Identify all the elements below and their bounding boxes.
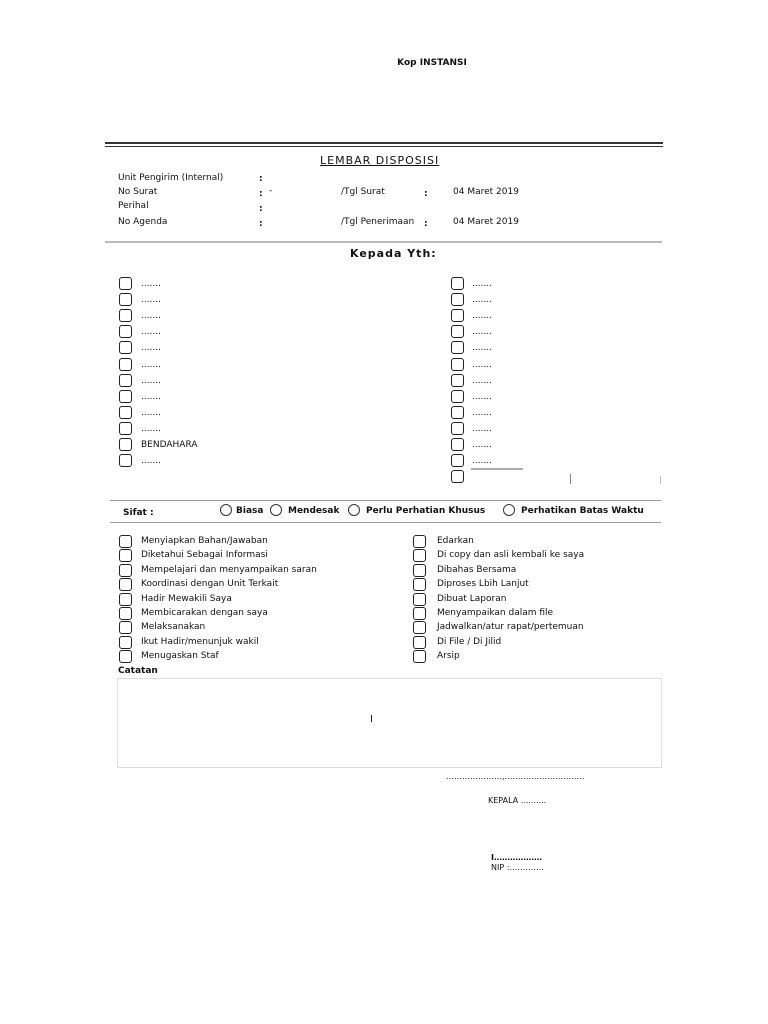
kepada-left-item-checkbox[interactable]: [119, 454, 132, 467]
instruksi-left-item-checkbox[interactable]: [119, 564, 132, 577]
kepada-left-item-label: .......: [141, 423, 162, 434]
instruksi-left-item-checkbox[interactable]: [119, 621, 132, 634]
kepada-right-item-checkbox[interactable]: [451, 277, 464, 290]
kepada-right-item-checkbox[interactable]: [451, 438, 464, 451]
instruksi-right-item-checkbox[interactable]: [413, 564, 426, 577]
kepada-left-item-checkbox[interactable]: [119, 358, 132, 371]
kepada-right-item-label: .......: [472, 359, 493, 370]
instruksi-right-item-checkbox[interactable]: [413, 549, 426, 562]
instruksi-left-item-label: Koordinasi dengan Unit Terkait: [141, 579, 279, 590]
instruksi-right-item-label: Diproses Lbih Lanjut: [437, 579, 529, 590]
instruksi-right-item-label: Edarkan: [437, 536, 474, 546]
kepada-right-item-label: .......: [472, 311, 493, 322]
instruksi-right-item-label: Di File / Di Jilid: [437, 636, 502, 647]
kepada-right-item-checkbox[interactable]: [451, 374, 464, 387]
kepada-left-item-checkbox[interactable]: [119, 325, 132, 338]
kepada-right-item-label: .......: [472, 375, 493, 386]
sifat-biasa-label: Biasa: [236, 506, 264, 516]
sifat-mendesak-label: Mendesak: [288, 506, 340, 516]
instruksi-right-item-label: Dibuat Laporan: [437, 593, 507, 604]
instruksi-right-item-checkbox[interactable]: [413, 650, 426, 663]
tgl-surat-label: /Tgl Surat: [341, 187, 385, 197]
kepada-right-item-label: .......: [472, 456, 493, 467]
instruksi-left-item-checkbox[interactable]: [119, 593, 132, 606]
sifat-rule-top: [110, 500, 661, 501]
kepada-left-item-checkbox[interactable]: [119, 309, 132, 322]
kepada-left-item-label: .......: [141, 295, 162, 306]
instruksi-right-item-label: Arsip: [437, 651, 460, 662]
instruksi-left-item-label: Hadir Mewakili Saya: [141, 593, 232, 604]
instruksi-right-item-label: Jadwalkan/atur rapat/pertemuan: [437, 622, 584, 633]
instruksi-left-item-label: Menyiapkan Bahan/Jawaban: [141, 536, 268, 546]
instruksi-left-item-label: Membicarakan dengan saya: [141, 608, 268, 618]
kepada-left-item-checkbox[interactable]: [119, 374, 132, 387]
instruksi-left-item-label: Menugaskan Staf: [141, 651, 219, 662]
sifat-batas-waktu-radio[interactable]: [503, 504, 515, 516]
kepada-left-item-label: .......: [141, 343, 162, 354]
signatory-name: I………………: [491, 853, 542, 862]
kepada-left-item-checkbox[interactable]: [119, 390, 132, 403]
instruksi-right-item-checkbox[interactable]: [413, 636, 426, 649]
instruksi-left-item-label: Diketahui Sebagai Informasi: [141, 550, 268, 561]
kepada-right-item-label: .......: [472, 327, 493, 338]
kepada-left-item-label: .......: [141, 311, 162, 322]
tgl-penerimaan-value: 04 Maret 2019: [453, 217, 519, 227]
kepada-right-item-label: .......: [472, 295, 493, 306]
perihal-label: Perihal: [118, 201, 149, 211]
sifat-biasa-radio[interactable]: [220, 504, 232, 516]
instruksi-right-item-checkbox[interactable]: [413, 607, 426, 620]
header-rule-thick: [105, 142, 663, 144]
sifat-mendesak-radio[interactable]: [270, 504, 282, 516]
document-title: LEMBAR DISPOSISI: [320, 154, 440, 167]
sifat-perlu-perhatian-radio[interactable]: [348, 504, 360, 516]
info-divider: [105, 241, 662, 243]
kepada-right-item-label: .......: [472, 279, 493, 289]
vertical-marker: [570, 474, 571, 484]
kepada-right-item-label: .......: [472, 391, 493, 402]
kop-instansi: Kop INSTANSI: [397, 58, 467, 68]
sifat-perlu-perhatian-label: Perlu Perhatian Khusus: [366, 506, 486, 516]
instruksi-right-item-checkbox[interactable]: [413, 621, 426, 634]
vertical-marker-right: [660, 476, 661, 484]
unit-pengirim-label: Unit Pengirim (Internal): [118, 173, 224, 183]
no-surat-label: No Surat: [118, 187, 158, 197]
kepada-right-item-checkbox[interactable]: [451, 406, 464, 419]
kepada-left-item-label: .......: [141, 375, 162, 386]
sifat-label: Sifat :: [123, 508, 154, 518]
instruksi-left-item-checkbox[interactable]: [119, 607, 132, 620]
kepada-right-item-label: .......: [472, 423, 493, 434]
kepada-right-item-label: .......: [472, 440, 493, 450]
header-rule-thin: [105, 146, 663, 147]
unit-pengirim-colon: :: [259, 174, 263, 184]
tgl-surat-colon: :: [424, 189, 428, 199]
text-cursor: [371, 715, 372, 722]
instruksi-left-item-checkbox[interactable]: [119, 535, 132, 548]
kepada-left-item-label: .......: [141, 407, 162, 418]
catatan-label: Catatan: [118, 666, 158, 676]
no-agenda-colon: :: [259, 219, 263, 229]
kepada-right-item-checkbox[interactable]: [451, 454, 464, 467]
kepada-right-item-label: .......: [472, 407, 493, 418]
kepada-underline: [471, 468, 523, 470]
instruksi-right-item-label: Dibahas Bersama: [437, 564, 517, 575]
instruksi-left-item-label: Melaksanakan: [141, 622, 206, 633]
tgl-penerimaan-colon: :: [424, 219, 428, 229]
signatory-nip: NIP :………….: [491, 863, 544, 872]
kepada-left-item-checkbox[interactable]: [119, 293, 132, 306]
kepada-left-item-label: .......: [141, 391, 162, 402]
sifat-rule-bottom: [110, 522, 661, 523]
instruksi-left-item-label: Ikut Hadir/menunjuk wakil: [141, 636, 259, 647]
place-date: …………………,…………………………: [446, 772, 585, 781]
kepada-left-item-label: BENDAHARA: [141, 440, 198, 450]
catatan-box[interactable]: [117, 678, 662, 768]
kepada-right-item-checkbox[interactable]: [451, 422, 464, 435]
no-agenda-label: No Agenda: [118, 217, 168, 227]
kepada-left-item-label: .......: [141, 456, 162, 467]
instruksi-left-item-checkbox[interactable]: [119, 636, 132, 649]
kepada-right-item-checkbox[interactable]: [451, 390, 464, 403]
kepala-label: KEPALA ..........: [488, 796, 547, 805]
kepada-left-item-checkbox[interactable]: [119, 438, 132, 451]
instruksi-left-item-checkbox[interactable]: [119, 650, 132, 663]
instruksi-right-item-checkbox[interactable]: [413, 535, 426, 548]
kepada-left-item-checkbox[interactable]: [119, 341, 132, 354]
kepada-right-item-label: .......: [472, 343, 493, 354]
kepada-left-item-label: .......: [141, 279, 162, 289]
kepada-right-item-checkbox[interactable]: [451, 325, 464, 338]
instruksi-right-item-label: Menyampaikan dalam file: [437, 608, 554, 618]
kepada-right-item-checkbox[interactable]: [451, 341, 464, 354]
kepada-right-item-checkbox[interactable]: [451, 470, 464, 483]
kepada-left-item-label: .......: [141, 327, 162, 338]
instruksi-right-item-label: Di copy dan asli kembali ke saya: [437, 550, 585, 561]
kepada-right-item-checkbox[interactable]: [451, 293, 464, 306]
instruksi-right-item-checkbox[interactable]: [413, 578, 426, 591]
kepada-left-item-checkbox[interactable]: [119, 406, 132, 419]
no-surat-value: -: [269, 186, 273, 196]
kepada-heading: Kepada Yth:: [350, 247, 437, 260]
perihal-colon: :: [259, 204, 263, 214]
tgl-surat-value: 04 Maret 2019: [453, 187, 519, 197]
kepada-left-item-checkbox[interactable]: [119, 422, 132, 435]
instruksi-left-item-label: Mempelajari dan menyampaikan saran: [141, 564, 317, 575]
kepada-left-item-checkbox[interactable]: [119, 277, 132, 290]
sifat-batas-waktu-label: Perhatikan Batas Waktu: [521, 506, 644, 516]
instruksi-right-item-checkbox[interactable]: [413, 593, 426, 606]
kepada-left-item-label: .......: [141, 359, 162, 370]
kepada-right-item-checkbox[interactable]: [451, 358, 464, 371]
tgl-penerimaan-label: /Tgl Penerimaan: [341, 217, 415, 227]
instruksi-left-item-checkbox[interactable]: [119, 578, 132, 591]
kepada-right-item-checkbox[interactable]: [451, 309, 464, 322]
no-surat-colon: :: [259, 189, 263, 199]
instruksi-left-item-checkbox[interactable]: [119, 549, 132, 562]
